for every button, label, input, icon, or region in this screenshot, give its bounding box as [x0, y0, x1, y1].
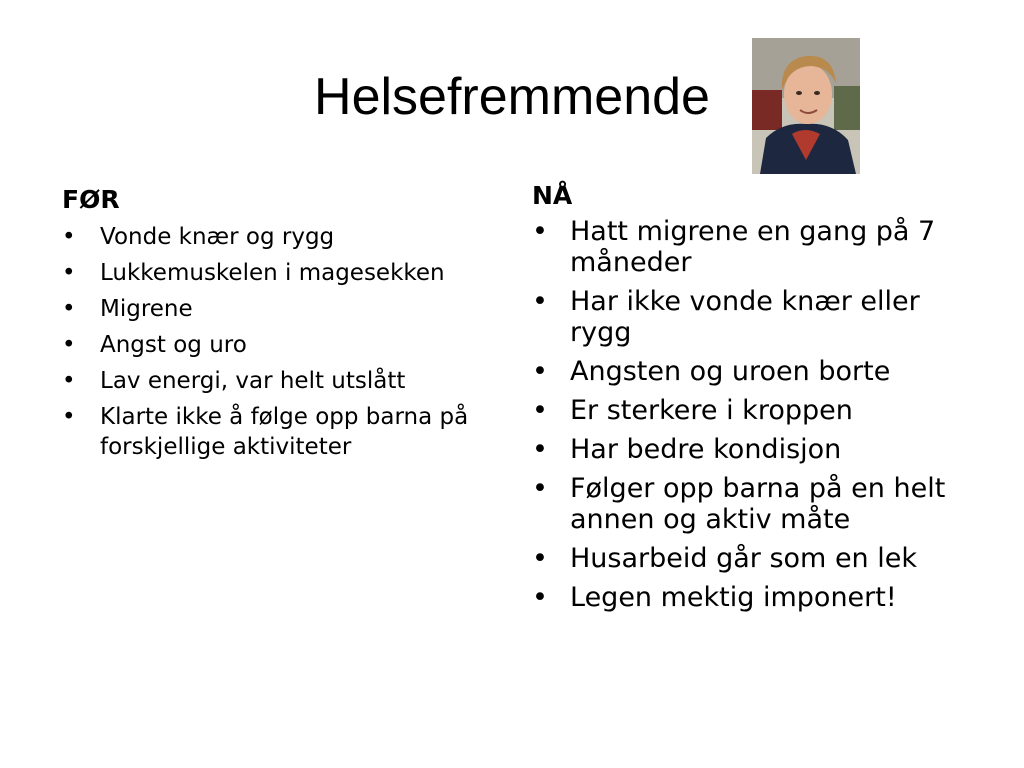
bullet-icon: •	[532, 286, 548, 317]
list-item: • Husarbeid går som en lek	[532, 543, 917, 574]
bullet-icon: •	[532, 473, 548, 504]
list-item: • Har ikke vonde knær eller rygg	[532, 286, 920, 348]
list-item: • Klarte ikke å følge opp barna på forskjellige aktiviteter	[62, 404, 469, 460]
list-item: • Følger opp barna på en helt annen og aktiv måte	[532, 473, 946, 535]
after-heading: NÅ	[532, 181, 573, 210]
bullet-icon: •	[532, 582, 548, 613]
after-list	[532, 216, 982, 613]
bullet-icon: •	[62, 260, 76, 286]
list-item: • Vonde knær og rygg	[62, 224, 335, 250]
bullet-icon: •	[532, 356, 548, 387]
bullet-icon: •	[532, 395, 548, 426]
list-item: • Legen mektig imponert!	[532, 582, 897, 613]
list-item: • Lav energi, var helt utslått	[62, 368, 406, 394]
list-item: • Har bedre kondisjon	[532, 434, 842, 465]
after-column	[532, 178, 982, 613]
bullet-icon: •	[62, 296, 76, 322]
list-item: • Migrene	[62, 296, 193, 322]
bullet-icon: •	[532, 434, 548, 465]
bullet-icon: •	[532, 216, 548, 247]
bullet-icon: •	[62, 368, 76, 394]
slide-title: Helsefremmende	[314, 68, 710, 126]
before-column	[62, 182, 482, 462]
list-item: • Lukkemuskelen i magesekken	[62, 260, 445, 286]
bullet-icon: •	[62, 332, 76, 358]
portrait-photo	[752, 38, 860, 174]
bullet-icon: •	[62, 224, 76, 250]
before-heading: FØR	[62, 185, 120, 214]
before-list	[62, 222, 482, 462]
bullet-icon: •	[62, 404, 76, 430]
list-item: • Hatt migrene en gang på 7 måneder	[532, 216, 936, 278]
list-item: • Angsten og uroen borte	[532, 356, 891, 387]
list-item: • Angst og uro	[62, 332, 247, 358]
list-item: • Er sterkere i kroppen	[532, 395, 853, 426]
bullet-icon: •	[532, 543, 548, 574]
